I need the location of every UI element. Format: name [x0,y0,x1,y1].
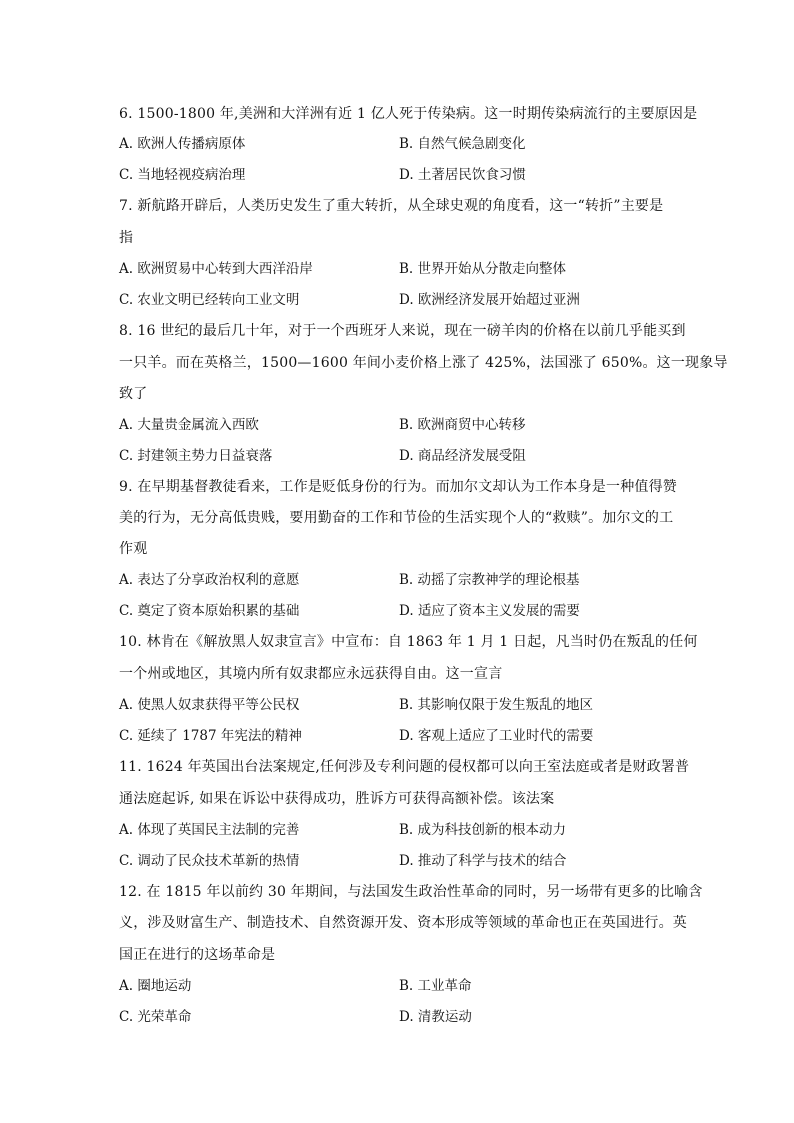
question-10-line-1: 10. 林肯在《解放黑人奴隶宣言》中宣布：自 1863 年 1 月 1 日起，凡当时仍在叛乱的任何 [119,634,698,650]
question-11-option-b: B. 成为科技创新的根本动力 [399,822,567,838]
question-12-option-b: B. 工业革命 [399,978,472,994]
question-12-option-a: A. 圈地运动 [119,978,192,994]
question-9-option-d: D. 适应了资本主义发展的需要 [399,603,580,619]
question-12-line-3: 国正在进行的这场革命是 [119,947,276,963]
question-6-option-c: C. 当地轻视疫病治理 [119,167,246,183]
question-6-line-1: 6. 1500-1800 年,美洲和大洋洲有近 1 亿人死于传染病。这一时期传染病流行的主要原因是 [119,106,698,122]
question-7-line-2: 指 [119,230,134,246]
question-7-option-b: B. 世界开始从分散走向整体 [399,261,567,277]
question-9-line-1: 9. 在早期基督教徒看来，工作是贬低身份的行为。而加尔文却认为工作本身是一种值得赞 [119,479,678,495]
question-6-option-d: D. 土著居民饮食习惯 [399,167,526,183]
question-12-line-1: 12. 在 1815 年以前约 30 年期间，与法国发生政治性革命的同时，另一场带有更多的比喻含 [119,884,703,900]
question-10-option-a: A. 使黑人奴隶获得平等公民权 [119,697,300,713]
question-8-line-3: 致了 [119,386,148,402]
question-12-line-2: 义，涉及财富生产、制造技术、自然资源开发、资本形成等领域的革命也正在英国进行。英 [119,915,687,931]
question-9-line-2: 美的行为，无分高低贵贱，要用勤奋的工作和节俭的生活实现个人的“救赎”。加尔文的工 [119,510,674,526]
question-12-option-c: C. 光荣革命 [119,1009,192,1025]
question-11-line-2: 通法庭起诉, 如果在诉讼中获得成功，胜诉方可获得高额补偿。该法案 [119,791,555,807]
question-8-option-d: D. 商品经济发展受阻 [399,448,526,464]
question-9-option-c: C. 奠定了资本原始积累的基础 [119,603,300,619]
question-8-option-c: C. 封建领主势力日益衰落 [119,448,273,464]
question-7-option-d: D. 欧洲经济发展开始超过亚洲 [399,292,580,308]
question-9-option-a: A. 表达了分享政治权利的意愿 [119,572,300,588]
question-8-option-b: B. 欧洲商贸中心转移 [399,417,526,433]
question-7-option-c: C. 农业文明已经转向工业文明 [119,292,300,308]
question-11-option-a: A. 体现了英国民主法制的完善 [119,822,300,838]
question-10-option-d: D. 客观上适应了工业时代的需要 [399,728,594,744]
question-8-line-1: 8. 16 世纪的最后几十年，对于一个西班牙人来说，现在一磅羊肉的价格在以前几乎能买到 [119,323,686,339]
question-11-option-c: C. 调动了民众技术革新的热情 [119,853,300,869]
question-8-option-a: A. 大量贵金属流入西欧 [119,417,259,433]
question-11-option-d: D. 推动了科学与技术的结合 [399,853,567,869]
question-6-option-a: A. 欧洲人传播病原体 [119,136,246,152]
question-11-line-1: 11. 1624 年英国出台法案规定,任何涉及专利问题的侵权都可以向王室法庭或者是财政署普 [119,759,690,775]
question-10-option-c: C. 延续了 1787 年宪法的精神 [119,728,302,744]
question-7-line-1: 7. 新航路开辟后，人类历史发生了重大转折，从全球史观的角度看，这一“转折”主要是 [119,198,664,214]
question-9-option-b: B. 动摇了宗教神学的理论根基 [399,572,580,588]
question-8-line-2: 一只羊。而在英格兰，1500—1600 年间小麦价格上涨了 425%，法国涨了 650%。这一现象导 [119,355,728,371]
question-7-option-a: A. 欧洲贸易中心转到大西洋沿岸 [119,261,313,277]
question-10-option-b: B. 其影响仅限于发生叛乱的地区 [399,697,594,713]
question-9-line-3: 作观 [119,541,148,557]
question-6-option-b: B. 自然气候急剧变化 [399,136,526,152]
question-10-line-2: 一个州或地区，其境内所有奴隶都应永远获得自由。这一宣言 [119,666,503,682]
question-12-option-d: D. 清教运动 [399,1009,472,1025]
